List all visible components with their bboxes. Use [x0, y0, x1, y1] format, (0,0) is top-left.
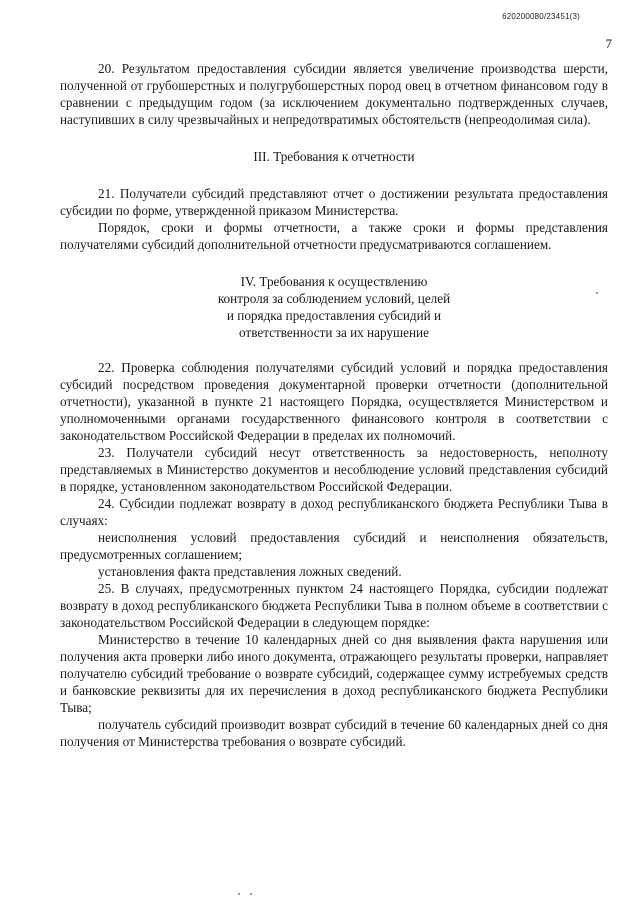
- page-number: 7: [605, 36, 612, 51]
- scan-speck: [250, 893, 252, 895]
- paragraph-25: 25. В случаях, предусмотренных пунктом 24 настоящего Порядка, субсидии подлежат возврату в доход республиканского бюджета Республики Тыва в полном объеме в соответствии с законодательством Российской Федерации в следующем порядке:: [60, 581, 608, 630]
- paragraph-21: 21. Получатели субсидий представляют отчет о достижении результата предоставления субсидии по форме, утвержденной приказом Министерства.: [60, 186, 608, 218]
- paragraph-21-continued: Порядок, сроки и формы отчетности, а также сроки и формы представления получателями субсидий дополнительной отчетности предусматриваются соглашением.: [60, 220, 608, 252]
- section-4-heading-line-4: ответственности за их нарушение: [239, 325, 429, 340]
- paragraph-25-item-2: получатель субсидий производит возврат субсидий в течение 60 календарных дней со дня получения от Министерства требования о возврате субсидий.: [60, 717, 608, 749]
- paragraph-24-item-2: установления факта представления ложных сведений.: [98, 564, 402, 579]
- paragraph-23: 23. Получатели субсидий несут ответственность за недостоверность, неполноту представляемых в Министерство документов и несоблюдение условий представления субсидий в порядке, установленном законодательством Российской Федерации.: [60, 445, 608, 494]
- section-4-heading-line-2: контроля за соблюдением условий, целей: [217, 291, 451, 306]
- paragraph-24-item-1: неисполнения условий предоставления субсидий и неисполнения обязательств, предусмотренных соглашением;: [60, 530, 608, 562]
- section-4-heading-line-3: и порядка предоставления субсидий и: [226, 308, 442, 323]
- scan-speck: [238, 893, 240, 895]
- paragraph-25-item-1: Министерство в течение 10 календарных дней со дня выявления факта нарушения или получения акта проверки либо иного документа, отражающего результаты проверки, направляет получателю субсидий требование о возврате субсидий, содержащее сумму истребуемых средств и банковские реквизиты для их перечисления в доход республиканского бюджета Республики Тыва;: [60, 632, 608, 715]
- paragraph-20: 20. Результатом предоставления субсидии является увеличение производства шерсти, полученной от грубошерстных и полугрубошерстных пород овец в отчетном финансовом году в сравнении с предыдущим годом (за исключением документально подтвержденных случаев, наступивших в силу чрезвычайных и непредотвратимых обстоятельств (непреодолимая сила).: [60, 61, 608, 127]
- paragraph-24: 24. Субсидии подлежат возврату в доход республиканского бюджета Республики Тыва в случаях:: [60, 496, 608, 528]
- section-4-heading: [60, 273, 608, 341]
- paragraph-22: 22. Проверка соблюдения получателями субсидий условий и порядка предоставления субсидий посредством проведения документарной проверки отчетности (дополнительной отчетности), указанной в пункте 21 настоящего Порядка, осуществляется Министерством и уполномоченными органами государственного финансового контроля в соответствии с законодательством Российской Федерации в пределах их полномочий.: [60, 360, 608, 443]
- document-body: [60, 60, 608, 750]
- scan-speck: [596, 292, 598, 294]
- document-code: 620200080/23451(3): [502, 12, 580, 21]
- section-4-heading-line-1: IV. Требования к осуществлению: [240, 274, 428, 289]
- section-3-heading: III. Требования к отчетности: [253, 149, 415, 164]
